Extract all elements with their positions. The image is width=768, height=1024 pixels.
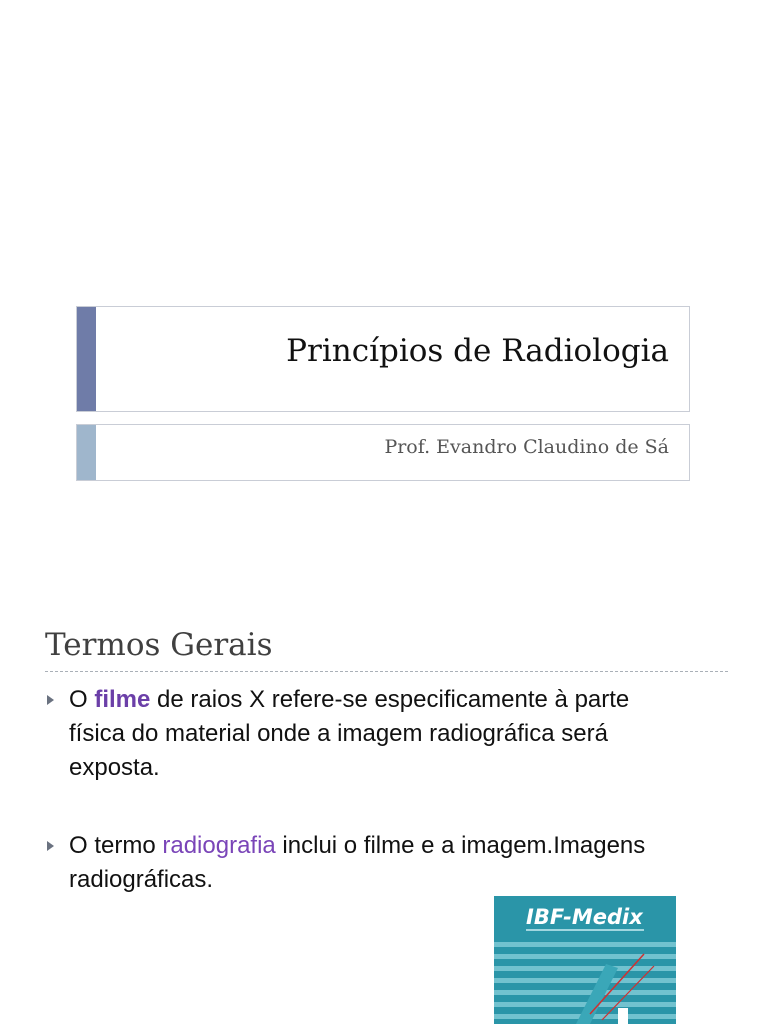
title-box bbox=[76, 306, 690, 412]
triangle-bullet-icon bbox=[47, 695, 54, 705]
highlighted-term: filme bbox=[94, 686, 151, 713]
bullet-text-after: inclui o filme e a imagem.Imagens radiográficas. bbox=[69, 832, 646, 893]
subtitle-box bbox=[76, 424, 690, 481]
book-cover-image bbox=[494, 896, 676, 1024]
section-heading: Termos Gerais bbox=[45, 627, 273, 663]
book-cover-graphic bbox=[494, 896, 676, 1024]
slide-title: Princípios de Radiologia bbox=[286, 333, 669, 369]
highlighted-term: radiografia bbox=[162, 832, 276, 859]
bullet-text-before: O bbox=[69, 686, 95, 713]
heading-divider bbox=[45, 671, 728, 672]
bullet-text-before: O termo bbox=[69, 832, 163, 859]
slide-subtitle: Prof. Evandro Claudino de Sá bbox=[384, 436, 669, 458]
triangle-bullet-icon bbox=[47, 841, 54, 851]
subtitle-accent-bar bbox=[77, 425, 96, 480]
bullet-item-radiografia bbox=[44, 829, 684, 897]
bullet-text-after: de raios X refere-se especificamente à parte física do material onde a imagem radiográfica será exposta. bbox=[69, 686, 630, 781]
title-accent-bar bbox=[77, 307, 96, 411]
bullet-item-filme bbox=[44, 683, 684, 785]
book-logo-text: IBF-Medix bbox=[526, 905, 643, 929]
